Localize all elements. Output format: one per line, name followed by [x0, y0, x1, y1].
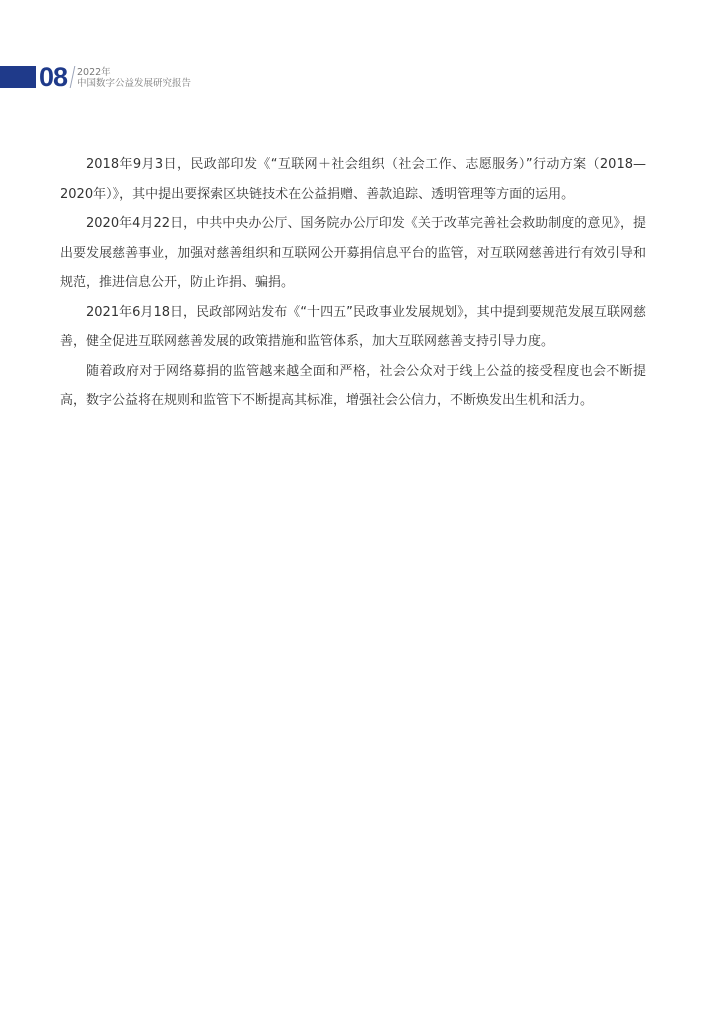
- header-report-title: 中国数字公益发展研究报告: [77, 78, 192, 89]
- paragraph-1: 2018年9月3日，民政部印发《“互联网＋社会组织（社会工作、志愿服务）”行动方案（2018—2020年）》，其中提出要探索区块链技术在公益捐赠、善款追踪、透明管理等方面的运用。: [60, 157, 646, 202]
- header-year: 2022年: [77, 67, 111, 78]
- body-content: [60, 150, 646, 416]
- page-number: 08: [39, 62, 68, 92]
- header-divider: [70, 66, 76, 88]
- paragraph-4: 随着政府对于网络募捐的监管越来越全面和严格，社会公众对于线上公益的接受程度也会不断提高，数字公益将在规则和监管下不断提高其标准，增强社会公信力，不断焕发出生机和活力。: [60, 363, 646, 408]
- paragraph-2: 2020年4月22日，中共中央办公厅、国务院办公厅印发《关于改革完善社会救助制度的意见》，提出要发展慈善事业，加强对慈善组织和互联网公开募捐信息平台的监管，对互联网慈善进行有效引导和规范，推进信息公开，防止诈捐、骗捐。: [60, 216, 646, 290]
- header-accent-bar: [0, 66, 36, 88]
- paragraph-3: 2021年6月18日，民政部网站发布《“十四五”民政事业发展规划》，其中提到要规范发展互联网慈善，健全促进互联网慈善发展的政策措施和监管体系，加大互联网慈善支持引导力度。: [60, 304, 646, 349]
